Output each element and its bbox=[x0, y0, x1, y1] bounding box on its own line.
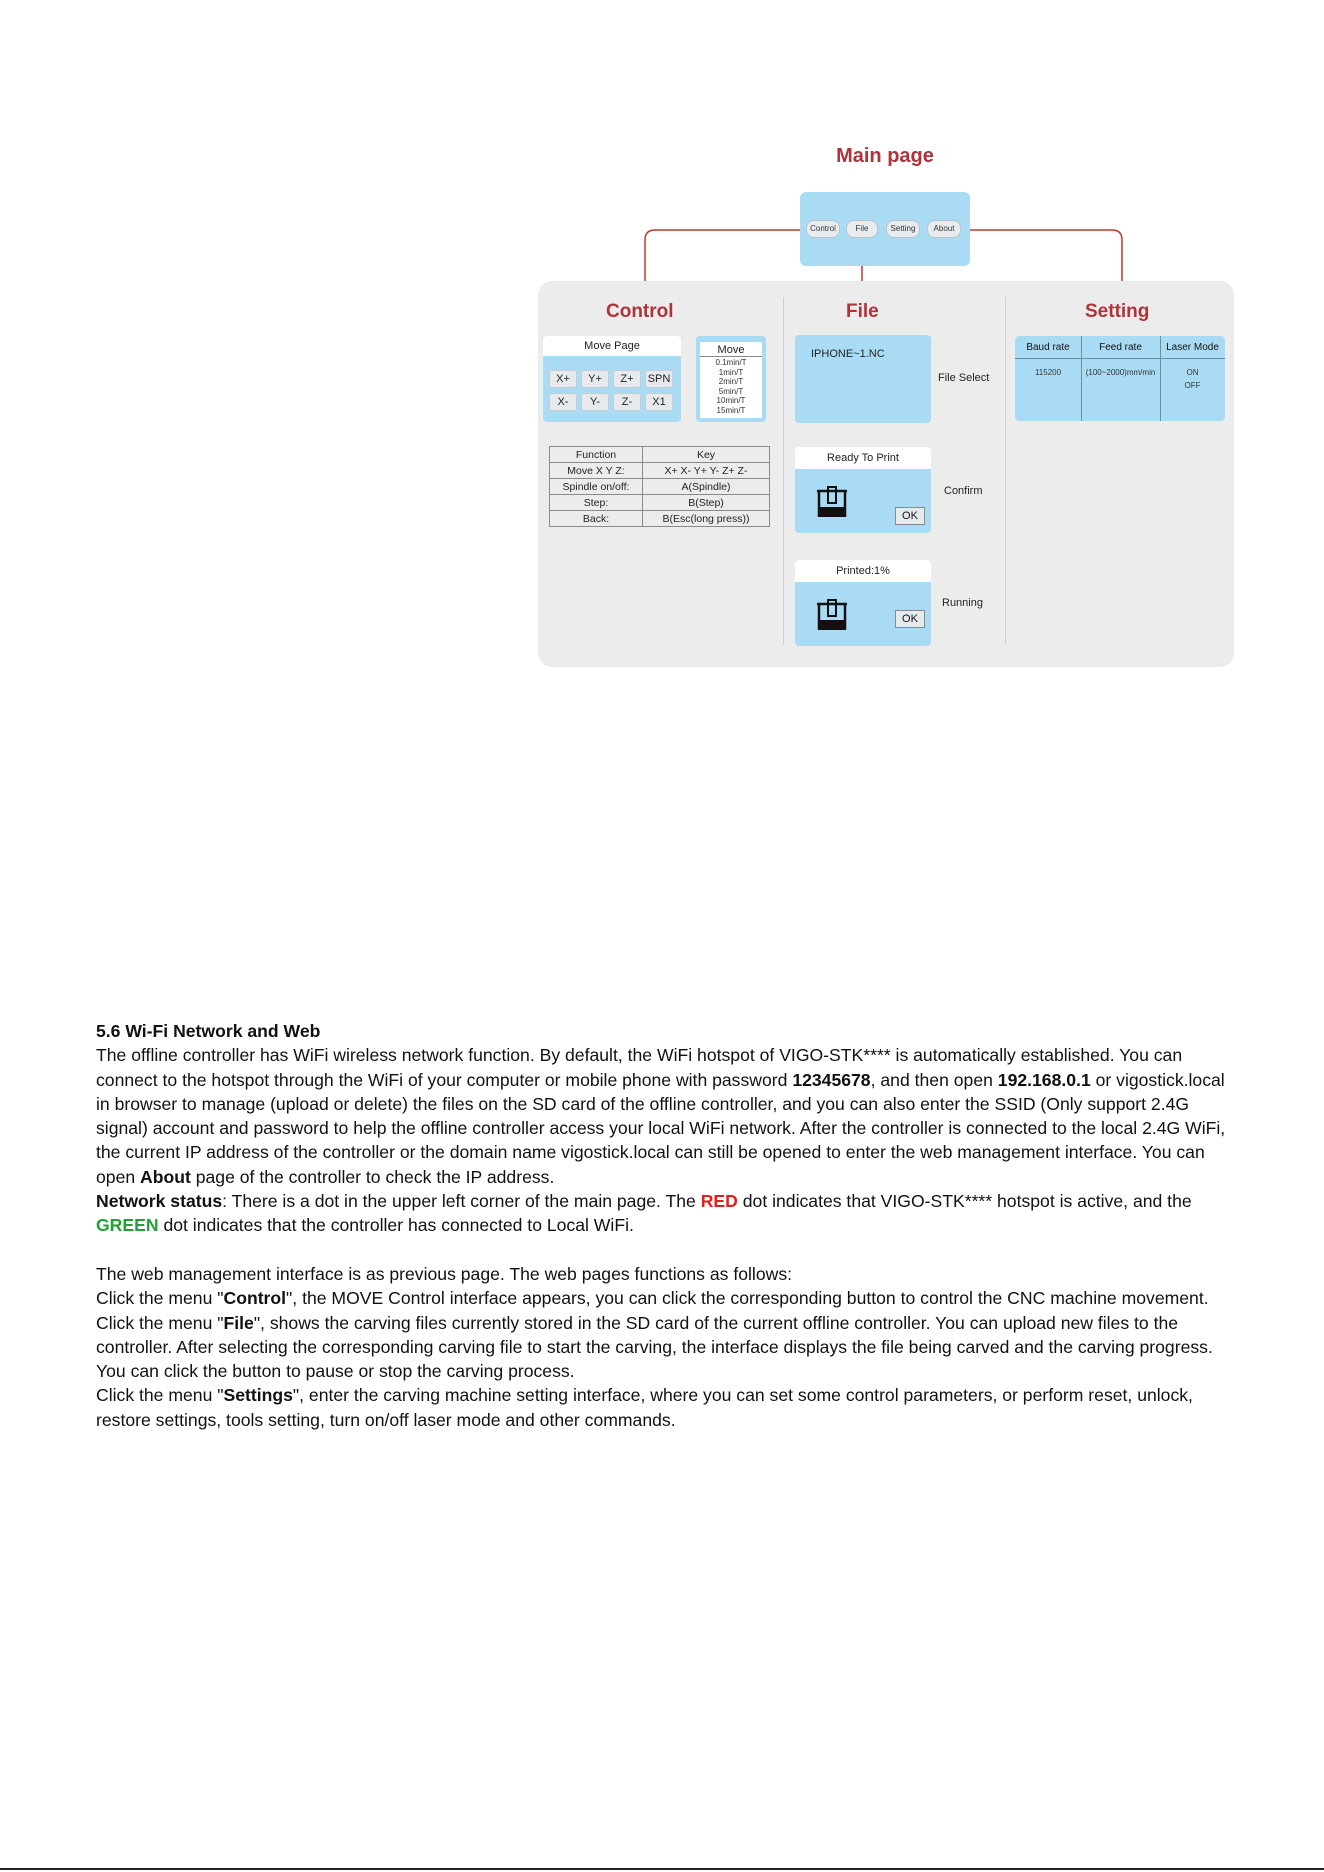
key-x-plus[interactable]: X+ bbox=[549, 370, 577, 388]
paragraph-web-intro: The web management interface is as previous page. The web pages functions as follows: bbox=[96, 1263, 793, 1284]
laser-mode-header: Laser Mode bbox=[1166, 342, 1219, 353]
baud-rate-header: Baud rate bbox=[1026, 342, 1070, 353]
feed-rate-header: Feed rate bbox=[1099, 342, 1142, 353]
move-option[interactable]: 2min/T bbox=[718, 377, 744, 386]
main-file-button[interactable]: File bbox=[846, 220, 878, 238]
menu-diagram bbox=[0, 0, 1324, 700]
paragraph-wifi: The offline controller has WiFi wireless network function. By default, the WiFi hotspot of VIGO-STK**** is automatically established. You can connect to the hotspot through the WiFi of your computer or mobile phone with password 12345678, and then open 192.168.0.1 or vigostick.local in browser to manage (upload or delete) the files on the SD card of the offline controller, and you can also enter the SSID (Only support 2.4G signal) account and password to help the offline controller access your local WiFi network. After the controller is connected to the local 2.4G WiFi, the current IP address of the controller or the domain name vigostick.local can still be opened to enter the web management interface. You can open About page of the controller to check the IP address. bbox=[96, 1045, 1226, 1187]
key-y-plus[interactable]: Y+ bbox=[581, 370, 609, 388]
move-option[interactable]: 0.1min/T bbox=[715, 358, 747, 367]
main-setting-button[interactable]: Setting bbox=[886, 220, 920, 238]
running-screen bbox=[795, 560, 931, 646]
file-name[interactable]: IPHONE~1.NC bbox=[811, 348, 885, 360]
move-option[interactable]: 1min/T bbox=[718, 367, 744, 377]
move-step-screen bbox=[696, 336, 766, 422]
setting-title: Setting bbox=[1085, 301, 1150, 322]
baud-rate-value[interactable]: 115200 bbox=[1034, 368, 1062, 377]
confirm-screen bbox=[795, 447, 931, 533]
move-page-screen bbox=[543, 336, 681, 422]
article-body bbox=[96, 1019, 1236, 1432]
printed-text: Printed:1% bbox=[836, 565, 890, 577]
main-page-screen bbox=[800, 192, 970, 266]
setting-screen bbox=[1015, 336, 1225, 421]
section-heading: 5.6 Wi-Fi Network and Web bbox=[96, 1021, 321, 1041]
main-about-button[interactable]: About bbox=[927, 220, 961, 238]
footer-rule bbox=[0, 1868, 1324, 1870]
table-cell: X+ X- Y+ Y- Z+ Z- bbox=[643, 463, 770, 479]
move-option[interactable]: 15min/T bbox=[716, 405, 746, 415]
ok-button[interactable]: OK bbox=[895, 610, 925, 628]
ok-button[interactable]: OK bbox=[895, 507, 925, 525]
confirm-label: Confirm bbox=[944, 485, 983, 497]
feed-rate-value[interactable]: (100~2000)mm/min bbox=[1085, 368, 1156, 377]
move-title: Move bbox=[717, 344, 745, 356]
table-cell: A(Spindle) bbox=[643, 479, 770, 495]
table-cell: B(Esc(long press)) bbox=[643, 511, 770, 527]
table-cell: Step: bbox=[550, 495, 643, 511]
cnc-machine-icon bbox=[815, 594, 849, 634]
move-option[interactable]: 5min/T bbox=[718, 386, 744, 396]
key-function-table bbox=[549, 446, 770, 527]
move-page-title: Move Page bbox=[584, 340, 640, 352]
laser-off-option[interactable]: OFF bbox=[1184, 381, 1201, 390]
ready-text: Ready To Print bbox=[827, 452, 899, 464]
paragraph-network-status: Network status: There is a dot in the upper left corner of the main page. The RED dot indicates that VIGO-STK**** hotspot is active, and the GREEN dot indicates that the controller has connected to Local WiFi. bbox=[96, 1191, 1192, 1236]
file-title: File bbox=[846, 301, 879, 322]
table-cell: Back: bbox=[550, 511, 643, 527]
separator bbox=[783, 297, 784, 645]
file-select-label: File Select bbox=[938, 372, 990, 384]
table-cell: Move X Y Z: bbox=[550, 463, 643, 479]
table-header: Function bbox=[550, 447, 643, 463]
key-spn[interactable]: SPN bbox=[645, 370, 673, 388]
key-x1[interactable]: X1 bbox=[645, 393, 673, 411]
paragraph-file: Click the menu "File", shows the carving files currently stored in the SD card of the current offline controller. You can upload new files to the controller. After selecting the corresponding carving file to start the carving, the interface displays the file being carved and the carving progress. You can click the button to pause or stop the carving process. bbox=[96, 1312, 1213, 1382]
key-y-minus[interactable]: Y- bbox=[581, 393, 609, 411]
move-option[interactable]: 10min/T bbox=[716, 396, 746, 405]
separator bbox=[1005, 297, 1006, 645]
main-control-button[interactable]: Control bbox=[806, 220, 840, 238]
file-select-screen bbox=[795, 335, 931, 423]
control-title: Control bbox=[606, 301, 674, 322]
laser-on-option[interactable]: ON bbox=[1186, 368, 1199, 377]
table-header: Key bbox=[643, 447, 770, 463]
table-cell: B(Step) bbox=[643, 495, 770, 511]
paragraph-settings: Click the menu "Settings", enter the carving machine setting interface, where you can set some control parameters, or perform reset, unlock, restore settings, tools setting, turn on/off laser mode and other commands. bbox=[96, 1385, 1193, 1430]
running-label: Running bbox=[942, 597, 983, 609]
cnc-machine-icon bbox=[815, 481, 849, 521]
key-x-minus[interactable]: X- bbox=[549, 393, 577, 411]
main-page-title: Main page bbox=[836, 145, 934, 167]
key-z-minus[interactable]: Z- bbox=[613, 393, 641, 411]
key-z-plus[interactable]: Z+ bbox=[613, 370, 641, 388]
paragraph-control: Click the menu "Control", the MOVE Control interface appears, you can click the corresponding button to control the CNC machine movement. bbox=[96, 1288, 1209, 1309]
table-cell: Spindle on/off: bbox=[550, 479, 643, 495]
